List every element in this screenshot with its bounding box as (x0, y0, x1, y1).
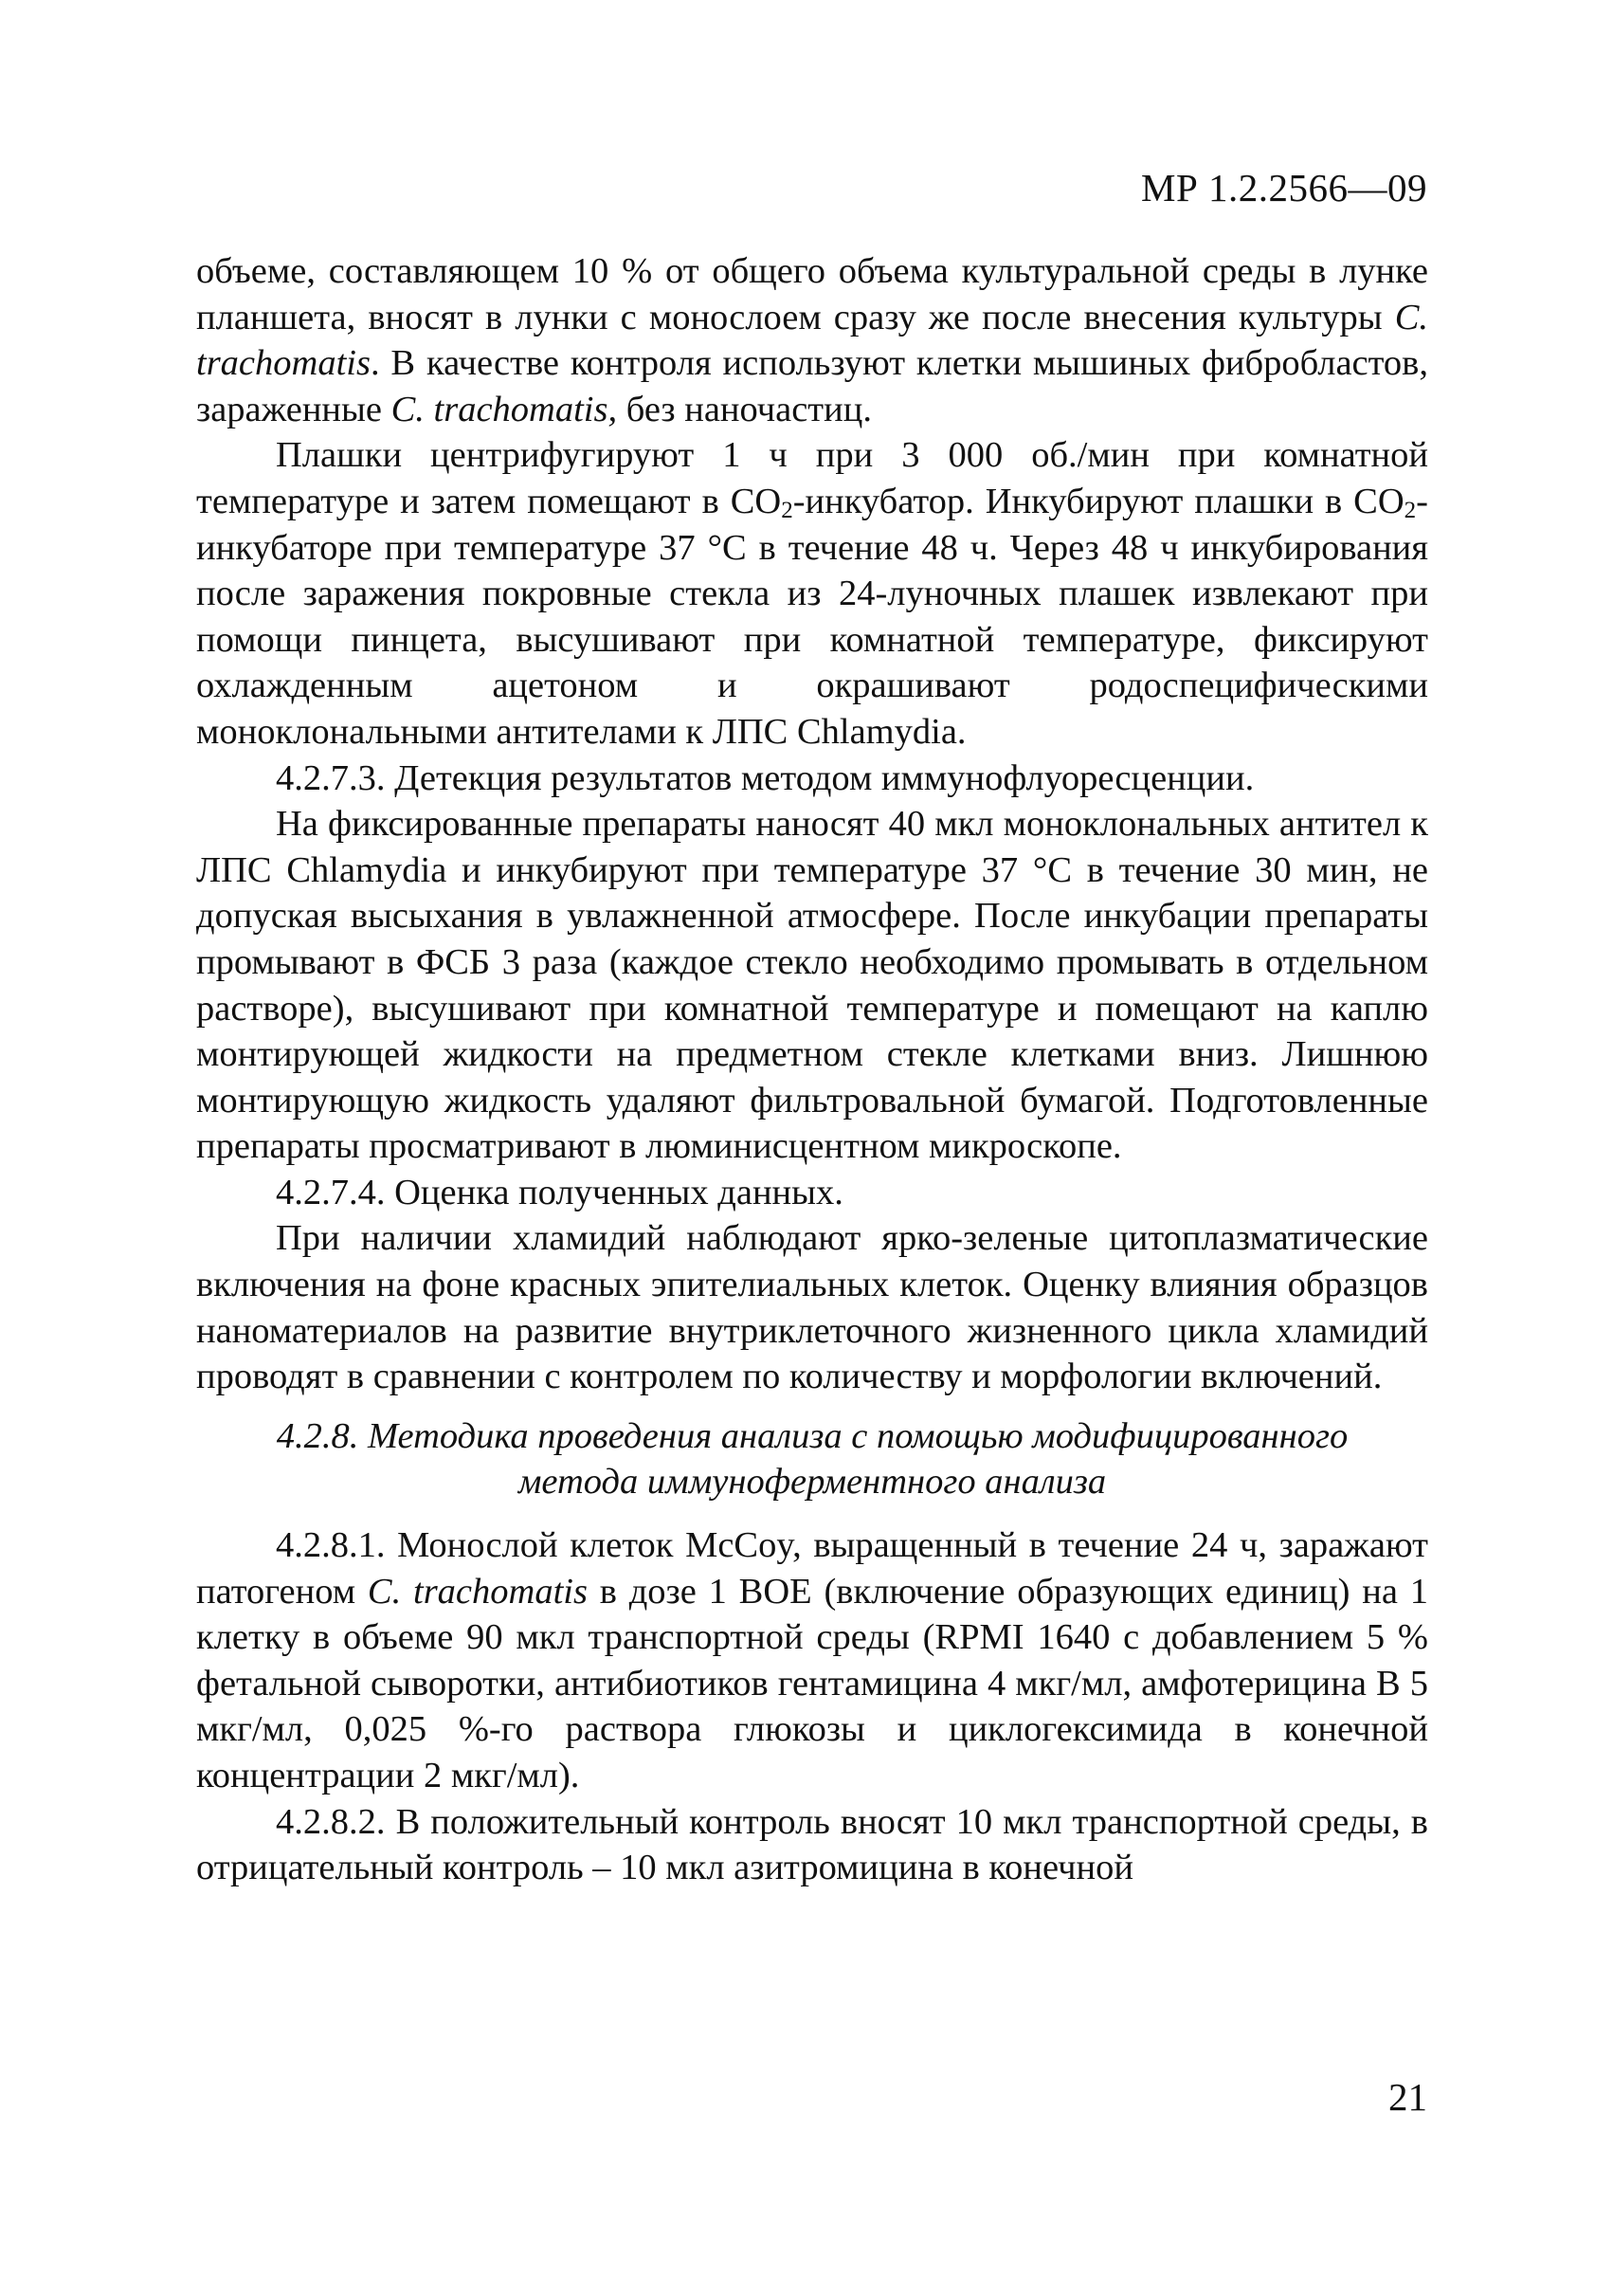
subsection-title-4-2-7-4: 4.2.7.4. Оценка полученных данных. (276, 1172, 843, 1212)
subscript: 2 (1404, 497, 1417, 523)
section-heading-line: 4.2.8. Методика проведения анализа с помощью модифицированного (276, 1415, 1349, 1456)
text-segment: в дозе 1 ВОЕ (включение образующих единиц) на 1 клетку в объеме 90 мкл транспортной среды (RPMI 1640 с добавлением 5 % фетальной сыворотки, антибиотиков гентамицина 4 мкг/мл, амфотерицина В 5 мкг/мл, 0,025 %-го раствора глюкозы и циклогексимида в конечной концентрации 2 мкг/мл). (196, 1571, 1428, 1795)
text-segment: объеме, составляющем 10 % от общего объема культуральной среды в лунке планшета, вносят в лунки с монослоем сразу же после внесения культуры (196, 251, 1428, 337)
text-segment: -инкубаторе при температуре 37 °C в течение 48 ч. Через 48 ч инкубирования после заражения покровные стекла из 24-луночных плашек извлекают при помощи пинцета, высушивают при комнатной температуре, фиксируют охлажденным ацетоном и окрашивают родоспецифическими моноклональными антителами к ЛПС Chlamydia. (196, 481, 1428, 752)
paragraph-continuation (196, 248, 1428, 432)
text-segment: Плашки центрифугируют 1 ч при 3 000 об./мин при комнатной температуре и затем помещают в CO (196, 435, 1428, 521)
page-number: 21 (1388, 2075, 1427, 2119)
species-name: C. trachomatis (196, 297, 1428, 384)
paragraph-data-evaluation: При наличии хламидий наблюдают ярко-зеленые цитоплазматические включения на фоне красных эпителиальных клеток. Оценку влияния образцов наноматериалов на развитие внутриклеточного жизненного цикла хламидий проводят в сравнении с контролем по количеству и морфологии включений. (196, 1218, 1428, 1397)
document-code-header: МР 1.2.2566—09 (1140, 166, 1427, 210)
section-heading-line: метода иммуноферментного анализа (517, 1462, 1107, 1503)
text-segment: 4.2.8.1. Монослой клеток McCoy, выращенный в течение 24 ч, заражают патогеном (196, 1525, 1428, 1612)
species-name: C. trachomatis, (390, 389, 618, 429)
section-heading-4-2-8 (196, 1413, 1428, 1505)
text-segment: . В качестве контроля используют клетки мышиных фибробластов, зараженные (196, 343, 1428, 429)
subsection-title-4-2-7-3: 4.2.7.3. Детекция результатов методом иммунофлуоресценции. (276, 757, 1255, 798)
text-segment: -инкубатор. Инкубируют плашки в CO (792, 481, 1405, 521)
text-segment: без наночастиц. (617, 389, 872, 429)
paragraph-immunofluorescence: На фиксированные препараты наносят 40 мкл моноклональных антител к ЛПС Chlamydia и инкубируют при температуре 37 °С в течение 30 мин, не допуская высыхания в увлажненной атмосфере. После инкубации препараты промывают в ФСБ 3 раза (каждое стекло необходимо промывать в отдельном растворе), высушивают при комнатной температуре и помещают на каплю монтирующей жидкости на предметном стекле клетками вниз. Лишнюю монтирующую жидкость удаляют фильтровальной бумагой. Подготовленные препараты просматривают в люминисцентном микроскопе. (196, 804, 1428, 1167)
subscript: 2 (781, 497, 793, 523)
paragraph-4-2-8-2: 4.2.8.2. В положительный контроль вносят 10 мкл транспортной среды, в отрицательный контроль – 10 мкл азитромицина в конечной (196, 1801, 1428, 1888)
species-name: C. trachomatis (367, 1571, 588, 1612)
paragraph-centrifugation (196, 432, 1428, 755)
page-body (196, 248, 1428, 1891)
paragraph-4-2-8-1 (196, 1522, 1428, 1799)
